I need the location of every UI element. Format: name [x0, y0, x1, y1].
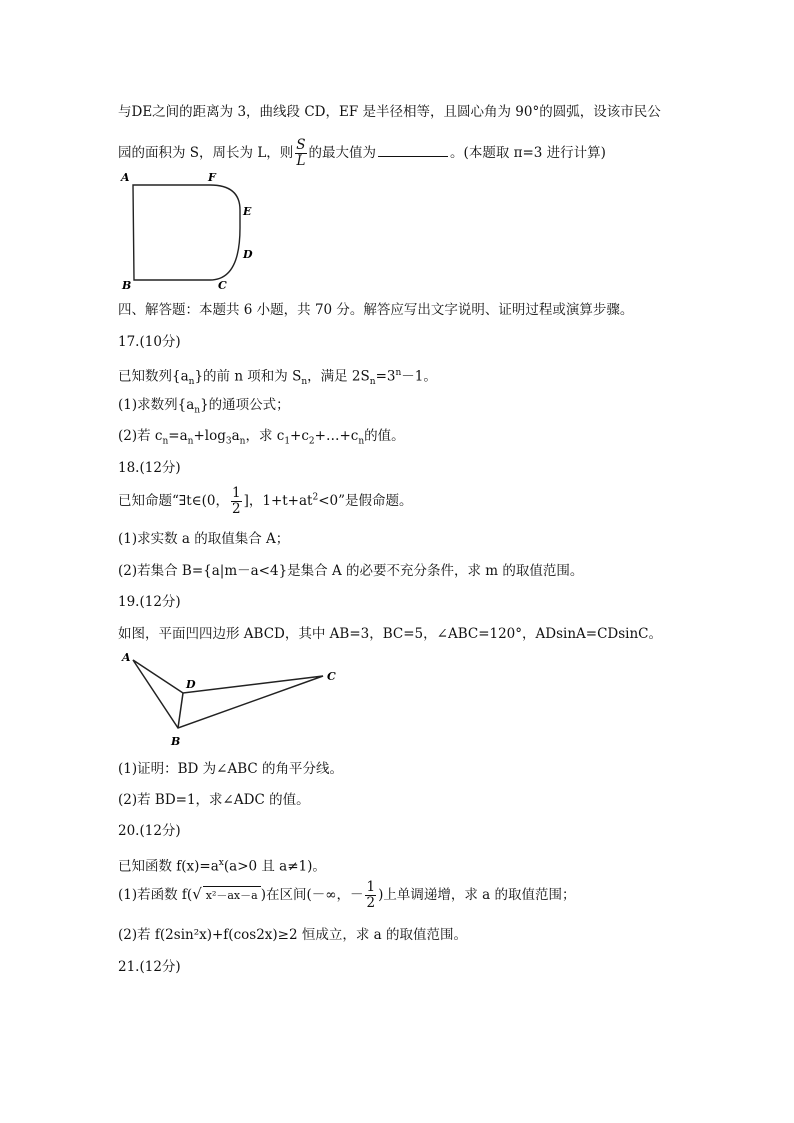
t: }的前 n 项和为 S: [194, 368, 302, 385]
section-4-text: 四、解答题：本题共 6 小题，共 70 分。解答应写出文字说明、证明过程或演算步骤。: [118, 302, 634, 318]
q18-header-text: 18.(12分): [118, 460, 181, 476]
t: +c: [290, 428, 309, 444]
t: (1)求实数 a 的取值集合 A；: [118, 531, 290, 547]
problem-16-text-1: 与DE之间的距离为 3，曲线段 CD，EF 是半径相等，且圆心角为 90°的圆弧，设该市民公: [118, 104, 661, 120]
half-fraction: [231, 486, 242, 517]
q18-part-2: [118, 562, 583, 580]
s: n: [194, 405, 201, 416]
label-a: A: [122, 651, 131, 664]
s-over-l-fraction: [295, 138, 306, 169]
t: )上单调递增，求 a 的取值范围；: [378, 887, 576, 903]
n: 1: [366, 879, 376, 895]
s: n: [395, 368, 402, 378]
q20-stem: [118, 854, 326, 876]
t: ]，1+t+at: [243, 493, 313, 509]
s: x: [218, 858, 224, 868]
t: (a>0 且 a≠1)。: [223, 858, 326, 875]
label-a: A: [121, 171, 130, 184]
park-shape-figure: [118, 168, 268, 290]
park-outline: [133, 185, 240, 280]
t: (2)若 c: [118, 428, 163, 444]
label-d: D: [186, 678, 196, 691]
label-c: C: [218, 279, 227, 290]
t: <0”是假命题。: [318, 493, 413, 509]
q19-header-text: 19.(12分): [118, 594, 181, 610]
t: 已知数列{a: [118, 368, 189, 385]
q20-header: [118, 822, 181, 840]
q18-part-1: [118, 530, 289, 548]
q18-header: [118, 459, 181, 477]
t: )在区间(－∞，－: [260, 887, 364, 903]
t: (2)若 BD=1，求∠ADC 的值。: [118, 792, 310, 808]
radicand: x²－ax－a: [203, 886, 261, 905]
s: n: [369, 377, 376, 388]
radical-sign: √: [192, 885, 202, 903]
label-d: D: [243, 248, 253, 261]
q21-header: [118, 958, 181, 976]
q18-stem: [118, 486, 413, 517]
d: 2: [366, 895, 376, 911]
quadrilateral-figure: [118, 648, 358, 748]
s: n: [188, 377, 195, 388]
q17-header-text: 17.(10分): [118, 334, 181, 350]
s: n: [301, 377, 308, 388]
problem-16-line-1: [118, 103, 661, 121]
q19-part-2: [118, 791, 310, 809]
q21-header-text: 21.(12分): [118, 959, 181, 975]
t: (1)求数列{a: [118, 397, 195, 413]
t: +…+c: [314, 428, 359, 444]
t: a: [231, 428, 240, 444]
label-e: E: [243, 205, 252, 218]
t: 的值。: [364, 428, 405, 444]
s: n: [162, 436, 169, 447]
s: n: [358, 436, 365, 447]
q17-part-1: [118, 396, 290, 420]
t: (2)若 f(2sin²x)+f(cos2x)≥2 恒成立，求 a 的取值范围。: [118, 927, 467, 943]
q17-stem: [118, 364, 437, 391]
s: n: [239, 436, 246, 447]
s: 2: [308, 436, 315, 447]
s: 1: [284, 436, 291, 447]
half-fraction: [365, 880, 376, 911]
t: =a: [168, 428, 188, 444]
s: n: [187, 436, 194, 447]
label-c: C: [327, 670, 336, 683]
problem-16-text-2: 园的面积为 S，周长为 L，则: [118, 145, 294, 161]
fraction-denominator: L: [296, 153, 306, 169]
t: (1)若函数 f(: [118, 887, 193, 903]
section-4-heading: [118, 301, 633, 319]
t: (2)若集合 B={a|m－a<4}是集合 A 的必要不充分条件，求 m 的取值范围。: [118, 563, 584, 579]
t: 已知函数 f(x)=a: [118, 858, 219, 875]
t: ，满足 2S: [307, 368, 370, 385]
q19-header: [118, 593, 181, 611]
d: 2: [232, 501, 241, 517]
n: 1: [232, 485, 241, 501]
problem-16-text-3: 的最大值为: [308, 145, 377, 161]
t: (1)证明：BD 为∠ABC 的角平分线。: [118, 761, 344, 777]
q19-part-1: [118, 760, 343, 778]
q20-header-text: 20.(12分): [118, 823, 181, 839]
t: －1。: [401, 368, 437, 385]
t: 如图，平面凹四边形 ABCD，其中 AB=3，BC=5，∠ABC=120°，ADsinA=CDsinC。: [118, 626, 663, 642]
problem-16-line-2: [118, 138, 606, 169]
quadrilateral-outline: [133, 660, 323, 728]
t: +log: [193, 428, 226, 444]
q20-part-2: [118, 926, 467, 944]
q17-header: [118, 333, 181, 351]
t: }的通项公式；: [200, 397, 290, 413]
label-f: F: [208, 171, 216, 184]
label-b: B: [171, 735, 181, 748]
t: 已知命题“∃t∈(0，: [118, 493, 229, 509]
answer-blank: [378, 156, 448, 157]
s: 3: [225, 436, 232, 447]
fraction-numerator: S: [296, 137, 306, 153]
t: ，求 c: [245, 428, 285, 444]
problem-16-text-4: 。(本题取 π=3 进行计算): [450, 145, 606, 161]
s: 2: [312, 492, 319, 503]
diagonal-bd: [178, 693, 183, 728]
label-b: B: [122, 279, 132, 290]
q19-stem: [118, 625, 662, 643]
q20-part-1: [118, 880, 575, 911]
q17-part-2: [118, 427, 405, 451]
t: =3: [375, 368, 396, 385]
